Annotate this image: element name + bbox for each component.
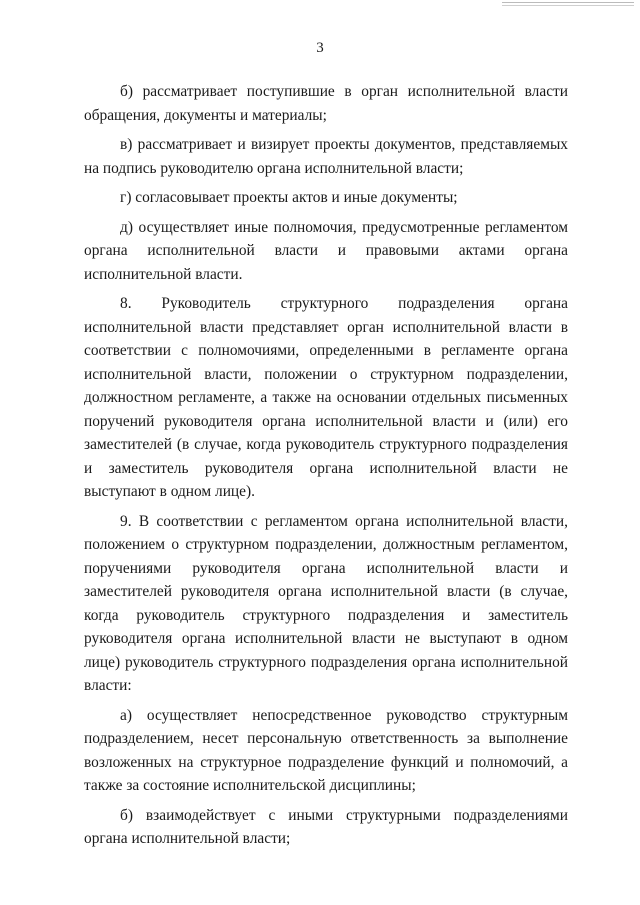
paragraph-d-other-powers: д) осуществляет иные полномочия, предусмотренные регламентом органа исполнительной власти и правовыми актами органа исполнительной власти. xyxy=(84,218,568,283)
paragraph-b-interaction: б) взаимодействует с иными структурными подразделениями органа исполнительной власти; xyxy=(84,806,568,847)
paragraph-v-endorse-drafts: в) рассматривает и визирует проекты документов, представляемых на подпись руководителю органа исполнительной власти; xyxy=(84,136,568,177)
paragraph-b-review-documents: б) рассматривает поступившие в орган исполнительной власти обращения, документы и материалы; xyxy=(84,83,568,124)
scan-edge-mark xyxy=(502,2,634,6)
paragraph-9-head-duties: 9. В соответствии с регламентом органа исполнительной власти, положением о структурном подразделении, должностным регламентом, поручениями руководителя органа исполнительной власти и заместителей руководителя органа исполнительной власти (в случае, когда руководитель структурного подразделения и заместитель руководителя органа исполнительной власти не выступают в одном лице) руководитель структурного подразделения органа исполнительной власти: xyxy=(84,512,568,694)
paragraph-8-representation: 8. Руководитель структурного подразделения органа исполнительной власти представляет орган исполнительной власти в соответствии с полномочиями, определенными в регламенте органа исполнительной власти, положении о структурном подразделении, должностном регламенте, а также на основании отдельных письменных поручений руководителя органа исполнительной власти и (или) его заместителей (в случае, когда руководитель структурного подразделения и заместитель руководителя органа исполнительной власти не выступают в одном лице). xyxy=(84,295,568,500)
paragraph-g-approve-acts: г) согласовывает проекты актов и иные документы; xyxy=(120,189,458,206)
paragraph-a-direct-management: а) осуществляет непосредственное руководство структурным подразделением, несет персональную ответственность за выполнение возложенных на структурное подразделение функций и полномочий, а также за состояние исполнительской дисциплины; xyxy=(84,706,568,794)
page-number: 3 xyxy=(316,40,324,56)
document-body xyxy=(84,80,568,857)
